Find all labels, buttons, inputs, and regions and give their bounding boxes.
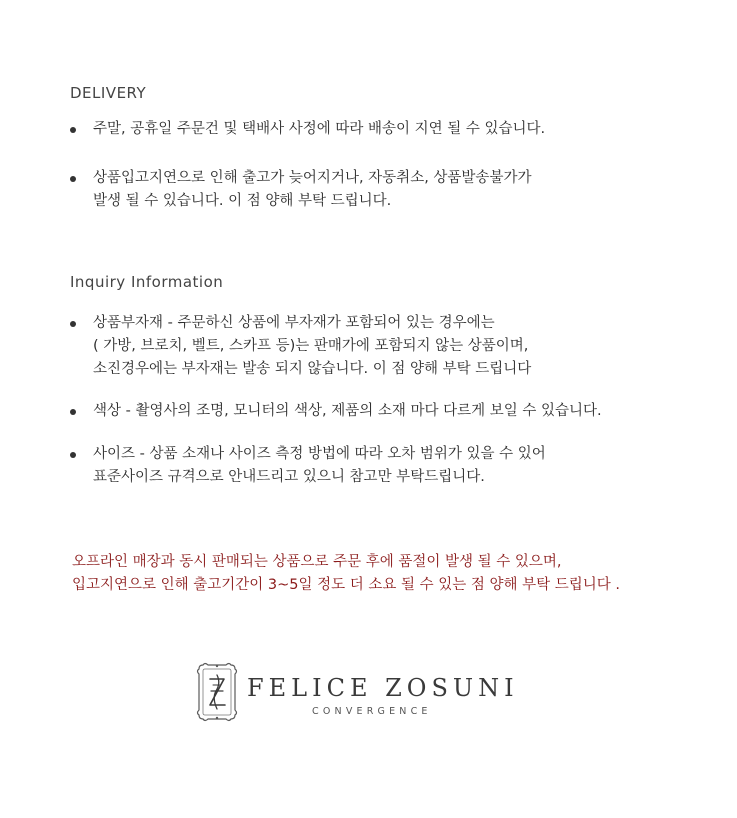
inquiry-item-line: 소진경우에는 부자재는 발송 되지 않습니다. 이 점 양해 부탁 드립니다 [93,361,532,377]
brand-tagline: CONVERGENCE [312,706,432,717]
inquiry-item-size [70,443,710,489]
bullet-icon [70,321,76,327]
inquiry-item-line: ( 가방, 브로치, 벨트, 스카프 등)는 판매가에 포함되지 않는 상품이며, [93,338,529,354]
bullet-icon [70,452,76,458]
notice-line: 오프라인 매장과 동시 판매되는 상품으로 주문 후에 품절이 발생 될 수 있으며, [72,554,562,570]
inquiry-item-accessories [70,312,710,381]
inquiry-title: Inquiry Information [70,273,224,291]
inquiry-item-line: 상품부자재 - 주문하신 상품에 부자재가 포함되어 있는 경우에는 [93,315,495,331]
delivery-title: DELIVERY [70,84,147,102]
inquiry-item-line: 색상 - 촬영사의 조명, 모니터의 색상, 제품의 소재 마다 다르게 보일 수 있습니다. [93,403,602,419]
bullet-icon [70,176,76,182]
bullet-icon [70,127,76,133]
inquiry-item-color [70,400,710,423]
delivery-item-weekend [70,118,710,141]
delivery-item-line: 상품입고지연으로 인해 출고가 늦어지거나, 자동취소, 상품발송불가가 [93,170,532,186]
inquiry-item-line: 표준사이즈 규격으로 안내드리고 있으니 참고만 부탁드립니다. [93,469,485,485]
fz-monogram-crest-icon [195,661,239,723]
brand-logo [195,661,540,723]
delivery-item-line: 주말, 공휴일 주문건 및 택배사 사정에 따라 배송이 지연 될 수 있습니다. [93,121,546,137]
inquiry-item-line: 사이즈 - 상품 소재나 사이즈 측정 방법에 따라 오차 범위가 있을 수 있어 [93,446,546,462]
delivery-item-line: 발생 될 수 있습니다. 이 점 양해 부탁 드립니다. [93,193,392,209]
brand-name: FELICE ZOSUNI [247,674,519,702]
delivery-item-stock-delay [70,167,710,213]
notice-line: 입고지연으로 인해 출고기간이 3~5일 정도 더 소요 될 수 있는 점 양해 부탁 드립니다 . [72,577,620,593]
bullet-icon [70,409,76,415]
offline-store-notice [72,551,712,597]
